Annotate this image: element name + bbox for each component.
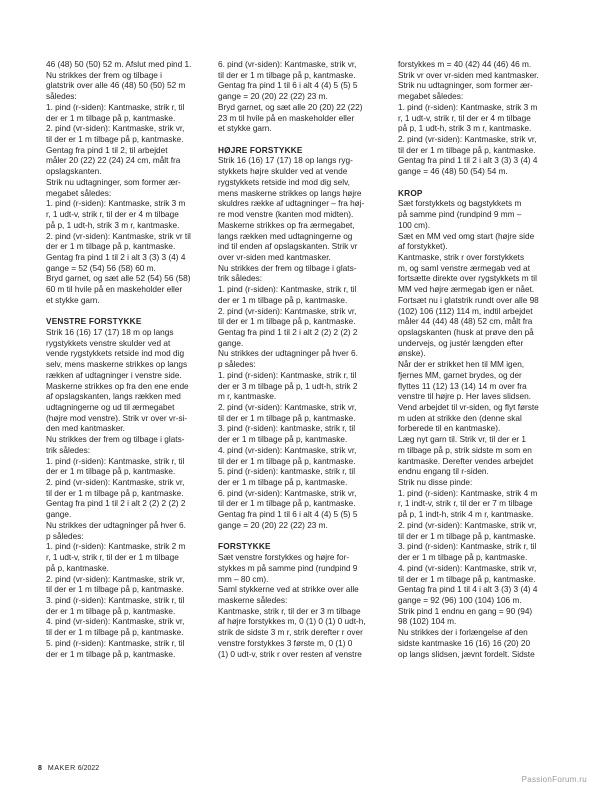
text-line: fortsætte direkte over rygstykkets m til xyxy=(398,274,537,284)
text-line: strik de sidste 3 m r, strik derefter r over xyxy=(218,628,363,638)
text-line: forstykkes m = 40 (42) 44 (46) 46 m. xyxy=(398,60,532,69)
text-line: 4. pind (vr-siden): Kantmaske, strik vr, xyxy=(398,563,537,573)
text-line: Nu strikkes der frem og tilbage i xyxy=(46,70,163,80)
text-line: på samme pind (rundpind 9 mm – xyxy=(398,210,522,220)
text-line: til der er 1 m tilbage på p, kantmaske. xyxy=(398,574,536,584)
text-line: Nu strikkes der udtagninger på hver 6. xyxy=(46,520,186,530)
text-line: Nu strikkes der frem og tilbage i glats- xyxy=(218,263,357,273)
text-line: der er 1 m tilbage på p, kantmaske. xyxy=(46,467,176,477)
text-line: 23 m til hvile på en maskeholder eller xyxy=(218,113,355,123)
section-heading: KROP xyxy=(398,188,423,198)
text-line: skuldres række af udtagninger – fra høj- xyxy=(218,199,365,209)
text-line: 6. pind (vr-siden): Kantmaske, strik vr, xyxy=(218,488,357,498)
text-line: gange. xyxy=(46,510,72,520)
text-line: Bryd garnet, og sæt alle 52 (54) 56 (58) xyxy=(46,274,191,284)
text-line: Strik 16 (16) 17 (17) 18 op langs ryg- xyxy=(218,156,353,166)
text-line: megabet således: xyxy=(46,188,112,198)
text-line: mens maskerne strikkes op langs højre xyxy=(218,188,362,198)
text-line: (102) 106 (112) 114 m, indtil arbejdet xyxy=(398,306,533,316)
text-line: til der er 1 m tilbage på p, kantmaske. xyxy=(218,499,356,509)
text-line: 4. pind (vr-siden): Kantmaske, strik vr, xyxy=(218,445,357,455)
text-line: der er 1 m tilbage på p, kantmaske. xyxy=(398,553,528,563)
text-line: fjernes MM, garnet brydes, og der xyxy=(398,370,522,380)
text-line: 46 (48) 50 (50) 52 m. Afslut med pind 1. xyxy=(46,60,192,69)
text-line: der er 3 m tilbage på p, 1 udt-h, strik 2 xyxy=(218,381,358,391)
text-line: gange. xyxy=(218,338,244,348)
section-heading: HØJRE FORSTYKKE xyxy=(218,145,303,155)
text-line: venstre til højre p. Her laves slidsen. xyxy=(398,392,531,402)
text-line: til der er 1 m tilbage på p, kantmaske. xyxy=(398,531,536,541)
text-line: p således: xyxy=(218,360,256,370)
text-line: der er 1 m tilbage på p, kantmaske. xyxy=(218,295,348,305)
text-line: et stykke garn. xyxy=(218,124,272,134)
text-line: trik således: xyxy=(218,274,263,284)
text-line: 1. pind (r-siden): Kantmaske, strik r, til xyxy=(46,456,185,466)
text-line: Sæt venstre forstykkes og højre for- xyxy=(218,553,350,563)
text-line: gange = 52 (54) 56 (58) 60 m. xyxy=(46,263,156,273)
text-line: der er 1 m tilbage på p, kantmaske. xyxy=(46,606,176,616)
text-line: til der er 1 m tilbage på p, kantmaske. xyxy=(46,628,184,638)
text-line: op langs slidsen, jævnt fordelt. Sidste xyxy=(398,649,535,659)
text-line: 5. pind (r-siden): kantmaske, strik r, til xyxy=(218,467,356,477)
text-line: således: xyxy=(46,92,77,102)
text-line: Strik pind 1 endnu en gang = 90 (94) xyxy=(398,606,533,616)
text-line: Gentag fra pind 1 til 2 i alt 2 (2) 2 (2) 2 xyxy=(46,499,186,509)
text-line: til der er 1 m tilbage på p, kantmaske. xyxy=(46,488,184,498)
text-line: Strik 16 (16) 17 (17) 18 m op langs xyxy=(46,327,174,337)
text-line: trik således: xyxy=(46,445,91,455)
text-line: 2. pind (vr-siden): Kantmaske, strik vr, xyxy=(398,520,537,530)
text-line: der er 1 m tilbage på p, kantmaske. xyxy=(46,113,176,123)
text-line: 2. pind (vr-siden): Kantmaske, strik vr, xyxy=(46,124,185,134)
text-line: 2. pind (vr-siden): Kantmaske, strik vr, xyxy=(218,403,357,412)
text-line: Kantmaske, strik r over forstykkets xyxy=(398,252,525,262)
text-line: til der er 1 m tilbage på p, kantmaske. xyxy=(218,317,356,327)
text-line: megabet således: xyxy=(398,92,464,102)
section-heading: VENSTRE FORSTYKKE xyxy=(46,317,142,327)
text-line: Sæt en MM ved omg start (højre side xyxy=(398,231,535,241)
text-line: rygstykkets venstre skulder ved at xyxy=(46,338,171,348)
text-line: på p, 1 udt-h, strik 3 m r, kantmaske. xyxy=(398,124,532,134)
text-line: 1. pind (r-siden): Kantmaske, strik 4 m xyxy=(398,488,538,498)
text-line: Når der er strikket hen til MM igen, xyxy=(398,360,525,370)
text-line: Fortsæt nu i glatstrik rundt over alle 98 xyxy=(398,295,539,305)
text-line: måler 44 (44) 48 (48) 52 cm, målt fra xyxy=(398,317,533,327)
text-line: udtagningerne og ud til ærmegabet xyxy=(46,403,175,412)
text-line: til der er 1 m tilbage på p, kantmaske. xyxy=(46,135,184,145)
text-line: r, 1 indt-v, strik r, til der er 7 m tilbage xyxy=(398,499,533,509)
text-line: ind til enden af opslagskanten. Strik vr xyxy=(218,242,358,252)
text-line: m, og saml venstre ærmegab ved at xyxy=(398,263,531,273)
text-column-3 xyxy=(398,60,573,660)
text-line: 1. pind (r-siden): Kantmaske, strik 3 m xyxy=(46,199,186,209)
section-heading: FORSTYKKE xyxy=(218,542,271,552)
text-line: 2. pind (vr-siden): Kantmaske, strik vr, xyxy=(398,135,537,145)
text-line: rygstykkets retside ind mod dig selv, xyxy=(218,177,350,187)
text-line: maskerne således: xyxy=(218,595,288,605)
text-line: ønske). xyxy=(398,349,426,359)
text-line: til der er 1 m tilbage på p, kantmaske. xyxy=(218,456,356,466)
text-line: der er 1 m tilbage på p, kantmaske. xyxy=(218,435,348,445)
text-line: re mod venstre (kanten mod midten). xyxy=(218,210,354,220)
text-line: af højre forstykkes m, 0 (1) 0 (1) 0 udt-h, xyxy=(218,617,366,627)
text-line: Saml stykkerne ved at strikke over alle xyxy=(218,585,359,595)
text-line: til der er 1 m tilbage på p, kantmaske. xyxy=(46,585,184,595)
text-line: på p, kantmaske. xyxy=(46,563,109,573)
text-line: Vend arbejdet til vr-siden, og flyt første xyxy=(398,403,539,412)
text-line: Gentag fra pind 1 til 2 i alt 3 (3) 3 (4) 4 xyxy=(46,252,186,262)
text-line: på p, 1 indt-h, strik 4 m r, kantmaske. xyxy=(398,510,534,520)
text-line: 3. pind (r-siden): Kantmaske, strik r, til xyxy=(46,595,185,605)
magazine-name: MAKER xyxy=(47,765,76,772)
text-line: Nu strikkes der i forlængelse af den xyxy=(398,628,528,638)
text-line: Strik nu disse pinde: xyxy=(398,478,473,488)
text-line: stykkes m på samme pind (rundpind 9 xyxy=(218,563,358,573)
text-line: til der er 1 m tilbage på p, kantmaske. xyxy=(398,145,536,155)
page-footer xyxy=(38,764,99,773)
text-line: 2. pind (vr-siden): Kantmaske, strik vr til xyxy=(46,231,191,241)
text-line: Gentag fra pind 1 til 6 i alt 4 (4) 5 (5) 5 xyxy=(218,510,358,520)
text-line: forberede til en kantmaske). xyxy=(398,424,501,434)
text-line: 3. pind (r-siden): kantmaske, strik r, til xyxy=(218,424,356,434)
text-line: 6. pind (vr-siden): Kantmaske, strik vr, xyxy=(218,60,357,69)
text-line: Strik nu udtagninger, som former ær- xyxy=(398,81,533,91)
text-line: 3. pind (r-siden): Kantmaske, strik r, til xyxy=(398,542,537,552)
text-line: 1. pind (r-siden): Kantmaske, strik r, til xyxy=(218,285,357,295)
text-line: r, 1 udt-v, strik r, til der er 4 m tilbage xyxy=(398,113,531,123)
text-line: Gentag fra pind 1 til 2, til arbejdet xyxy=(46,145,168,155)
text-line: den med kantmasker. xyxy=(46,424,125,434)
text-line: 1. pind (r-siden): Kantmaske, strik r, til xyxy=(46,102,185,112)
text-line: sidste kantmaske 16 (16) 16 (20) 20 xyxy=(398,638,531,648)
text-line: over vr-siden med kantmasker. xyxy=(218,252,331,262)
text-line: m r, kantmaske. xyxy=(218,392,277,402)
text-line: der er 1 m tilbage på p, kantmaske. xyxy=(46,649,176,659)
text-line: 2. pind (vr-siden): Kantmaske, strik vr, xyxy=(218,306,357,316)
text-line: Gentag fra pind 1 til 4 i alt 3 (3) 3 (4) 4 xyxy=(398,585,538,595)
text-line: Strik nu udtagninger, som former ær- xyxy=(46,177,181,187)
text-line: Maskerne strikkes op fra ærmegabet, xyxy=(218,220,355,230)
text-line: måler 20 (22) 22 (24) 24 cm, målt fra xyxy=(46,156,181,166)
text-line: r, 1 udt-v, strik r, til der er 4 m tilbage xyxy=(46,210,179,220)
text-line: 1. pind (r-siden): Kantmaske, strik 3 m xyxy=(398,102,538,112)
text-line: gange = 46 (48) 50 (54) 54 m. xyxy=(398,167,508,177)
text-line: stykkets højre skulder ved at vende xyxy=(218,167,348,177)
text-line: 60 m til hvile på en maskeholder eller xyxy=(46,285,183,295)
text-line: p således: xyxy=(46,531,84,541)
text-line: opslagskanten (husk at prøve den på xyxy=(398,327,534,337)
text-line: langs rækken med udtagningerne og xyxy=(218,231,353,241)
text-line: Gentag fra pind 1 til 2 i alt 2 (2) 2 (2) 2 xyxy=(218,327,358,337)
text-line: gange = 20 (20) 22 (22) 23 m. xyxy=(218,92,328,102)
text-line: mm – 80 cm). xyxy=(218,574,269,584)
text-line: selv, mens maskerne strikkes op langs xyxy=(46,360,188,370)
text-line: et stykke garn. xyxy=(46,295,100,305)
text-line: rækken af udtagninger i venstre side. xyxy=(46,370,182,380)
text-line: undervejs, og justér længden efter xyxy=(398,338,524,348)
text-line: r, 1 udt-v, strik r, til der er 1 m tilbage xyxy=(46,553,179,563)
text-line: 1. pind (r-siden): Kantmaske, strik 2 m xyxy=(46,542,186,552)
text-line: 1. pind (r-siden): Kantmaske, strik r, til xyxy=(218,370,357,380)
page-number: 8 xyxy=(38,765,42,772)
text-column-2 xyxy=(218,60,393,660)
text-line: på p, 1 udt-h, strik 3 m r, kantmaske. xyxy=(46,220,180,230)
text-column-1 xyxy=(46,60,221,660)
text-line: Sæt forstykkets og bagstykkets m xyxy=(398,199,522,209)
text-line: 2. pind (vr-siden): Kantmaske, strik vr, xyxy=(46,478,185,488)
text-line: vende rygstykkets retside ind mod dig xyxy=(46,349,185,359)
text-line: til der er 1 m tilbage på p, kantmaske. xyxy=(218,70,356,80)
text-line: opslagskanten. xyxy=(46,167,102,177)
text-line: til der er 1 m tilbage på p, kantmaske. xyxy=(218,413,356,423)
text-line: Bryd garnet, og sæt alle 20 (20) 22 (22) xyxy=(218,102,363,112)
text-line: af opslagskanten, langs rækken med xyxy=(46,392,181,402)
text-line: 2. pind (vr-siden): Kantmaske, strik vr, xyxy=(46,574,185,584)
text-line: Læg nyt garn til. Strik vr, til der er 1 xyxy=(398,435,526,445)
watermark: PassionForum.ru xyxy=(521,775,587,784)
text-line: Nu strikkes der frem og tilbage i glats- xyxy=(46,435,185,445)
text-line: der er 1 m tilbage på p, kantmaske. xyxy=(46,242,176,252)
text-line: gange = 92 (96) 100 (104) 106 m. xyxy=(398,595,522,605)
text-line: m uden at strikke den (denne skal xyxy=(398,413,522,423)
text-line: Maskerne strikkes op fra den ene ende xyxy=(46,381,189,391)
text-line: flyttes 11 (12) 13 (14) 14 m over fra xyxy=(398,381,527,391)
text-line: Gentag fra pind 1 til 2 i alt 3 (3) 3 (4) 4 xyxy=(398,156,538,166)
text-line: af forstykket). xyxy=(398,242,448,252)
issue-number: 6/2022 xyxy=(77,765,100,772)
text-line: (1) 0 udt-v, strik r over resten af venstre xyxy=(218,649,362,659)
text-line: Strik vr over vr-siden med kantmasker. xyxy=(398,70,539,80)
text-line: endnu engang til r-siden. xyxy=(398,467,489,477)
text-line: m tilbage på p, strik sidste m som en xyxy=(398,445,532,455)
text-line: Nu strikkes der udtagninger på hver 6. xyxy=(218,349,358,359)
text-line: MM ved højre ærmegab igen er nået. xyxy=(398,285,535,295)
text-line: 5. pind (r-siden): Kantmaske, strik r, til xyxy=(46,638,185,648)
text-line: 100 cm). xyxy=(398,220,431,230)
text-line: venstre forstykkes 3 første m, 0 (1) 0 xyxy=(218,638,353,648)
text-line: (højre mod venstre). Strik vr over vr-si- xyxy=(46,413,188,423)
text-line: kantmaske. Derefter vendes arbejdet xyxy=(398,456,534,466)
text-line: Kantmaske, strik r, til der er 3 m tilbage xyxy=(218,606,361,616)
text-line: gange = 20 (20) 22 (22) 23 m. xyxy=(218,520,328,530)
text-line: 4. pind (vr-siden): Kantmaske, strik vr, xyxy=(46,617,185,627)
text-line: 98 (102) 104 m. xyxy=(398,617,457,627)
text-line: Gentag fra pind 1 til 6 i alt 4 (4) 5 (5) 5 xyxy=(218,81,358,91)
text-line: der er 1 m tilbage på p, kantmaske. xyxy=(218,478,348,488)
text-line: glatstrik over alle 46 (48) 50 (50) 52 m xyxy=(46,81,186,91)
